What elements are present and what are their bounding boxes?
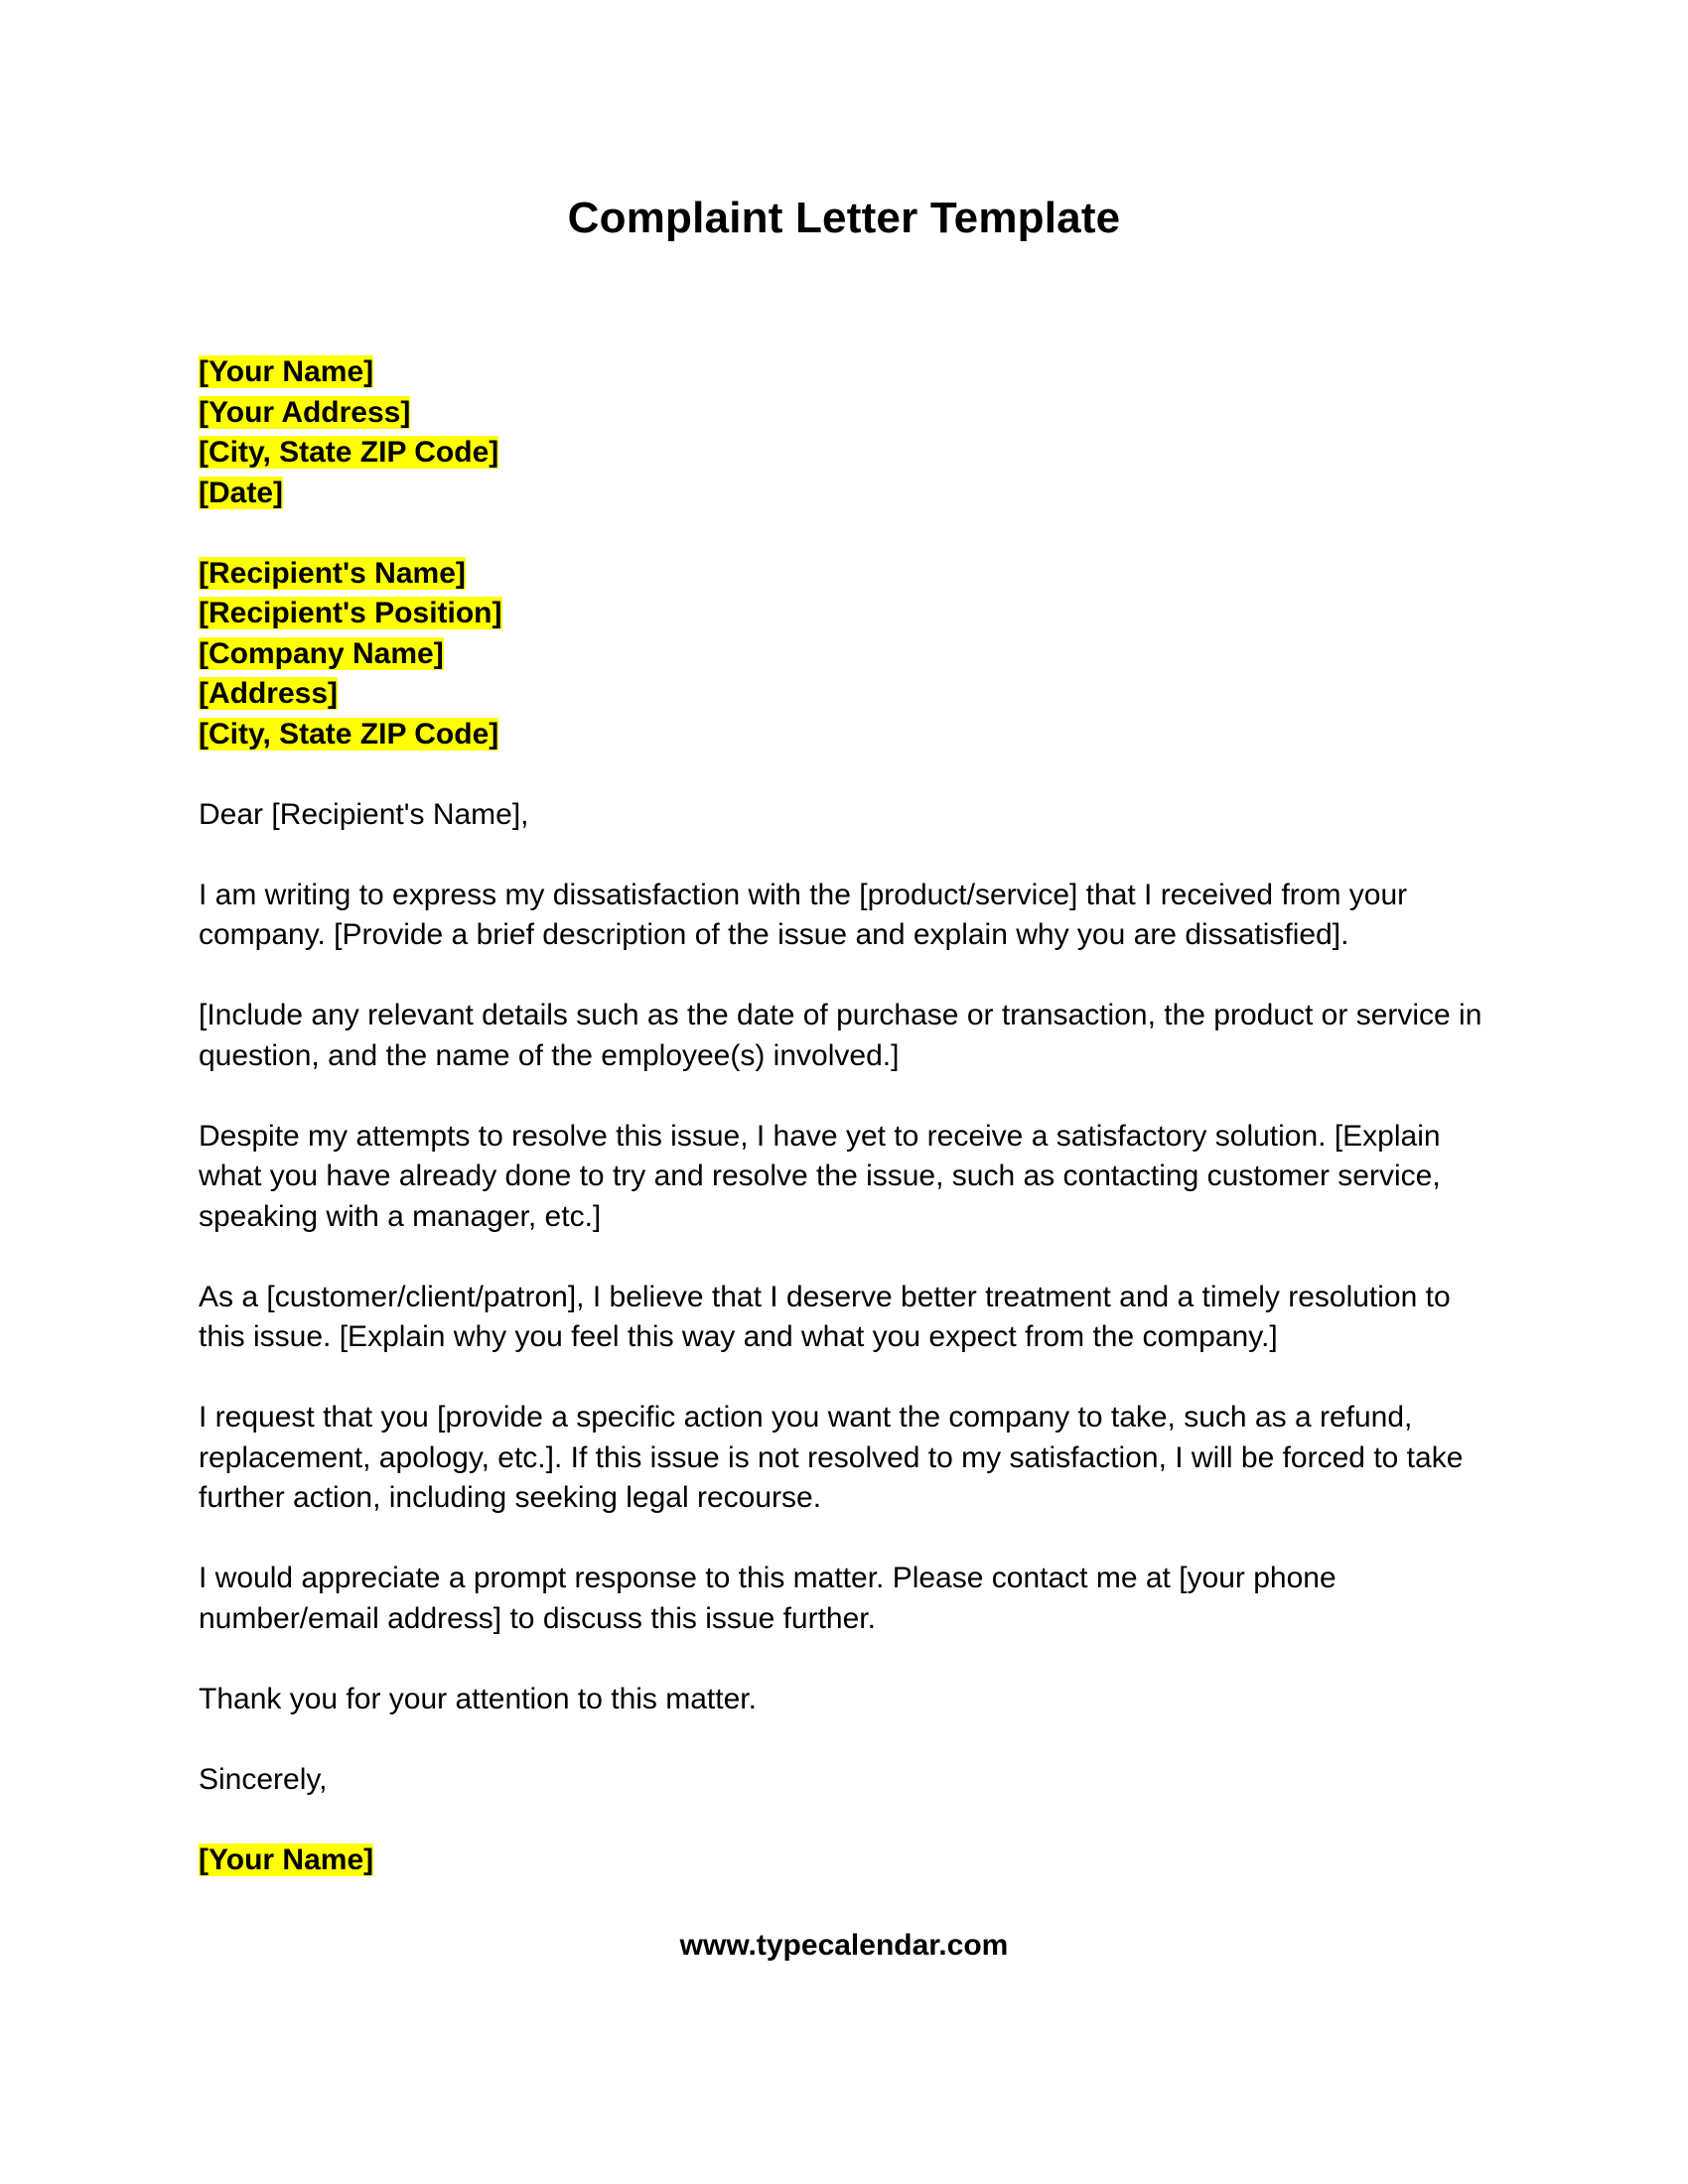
letter-date: [Date] (199, 476, 284, 509)
document-title: Complaint Letter Template (567, 194, 1121, 242)
body-paragraph: [Include any relevant details such as the date of purchase or transaction, the product or service in question, and the name of the employee(s) involved.] (199, 999, 1482, 1072)
recipient-name: [Recipient's Name] (199, 556, 466, 590)
salutation: Dear [Recipient's Name], (199, 797, 529, 831)
footer-website[interactable]: www.typecalendar.com (679, 1929, 1009, 1962)
recipient-address: [Address] (199, 677, 339, 710)
sender-block (199, 352, 1489, 513)
signature-block (199, 1841, 1489, 1881)
body-paragraph: I request that you [provide a specific action you want the company to take, such as a refund, replacement, apology, etc.]. If this issue is not resolved to my satisfaction, I will be forced to take further action, including seeking legal recourse. (199, 1401, 1464, 1514)
body-paragraph: As a [customer/client/patron], I believe that I deserve better treatment and a timely resolution to this issue. [Explain why you feel this way and what you expect from the company.] (199, 1280, 1451, 1353)
recipient-position: [Recipient's Position] (199, 597, 502, 629)
signature-name: [Your Name] (199, 1843, 374, 1876)
body-paragraph: I would appreciate a prompt response to this matter. Please contact me at [your phone number/email address] to discuss this issue further. (199, 1562, 1336, 1635)
body-paragraph: Despite my attempts to resolve this issue, I have yet to receive a satisfactory solution. [Explain what you have already done to try and resolve the issue, such as contacting customer service, speaking with a manager, etc.] (199, 1119, 1441, 1233)
body-paragraph: Thank you for your attention to this matter. (199, 1682, 757, 1715)
recipient-block (199, 554, 1489, 755)
body-paragraph: I am writing to express my dissatisfaction with the [product/service] that I received from your company. [Provide a brief description of the issue and explain why you are dissatisfied]. (199, 878, 1408, 951)
sender-address: [Your Address] (199, 395, 411, 429)
sender-name: [Your Name] (199, 355, 374, 388)
recipient-city-state-zip: [City, State ZIP Code] (199, 717, 499, 751)
sender-city-state-zip: [City, State ZIP Code] (199, 436, 499, 469)
closing: Sincerely, (199, 1762, 328, 1796)
recipient-company: [Company Name] (199, 636, 444, 670)
letter-body (199, 352, 1489, 1880)
